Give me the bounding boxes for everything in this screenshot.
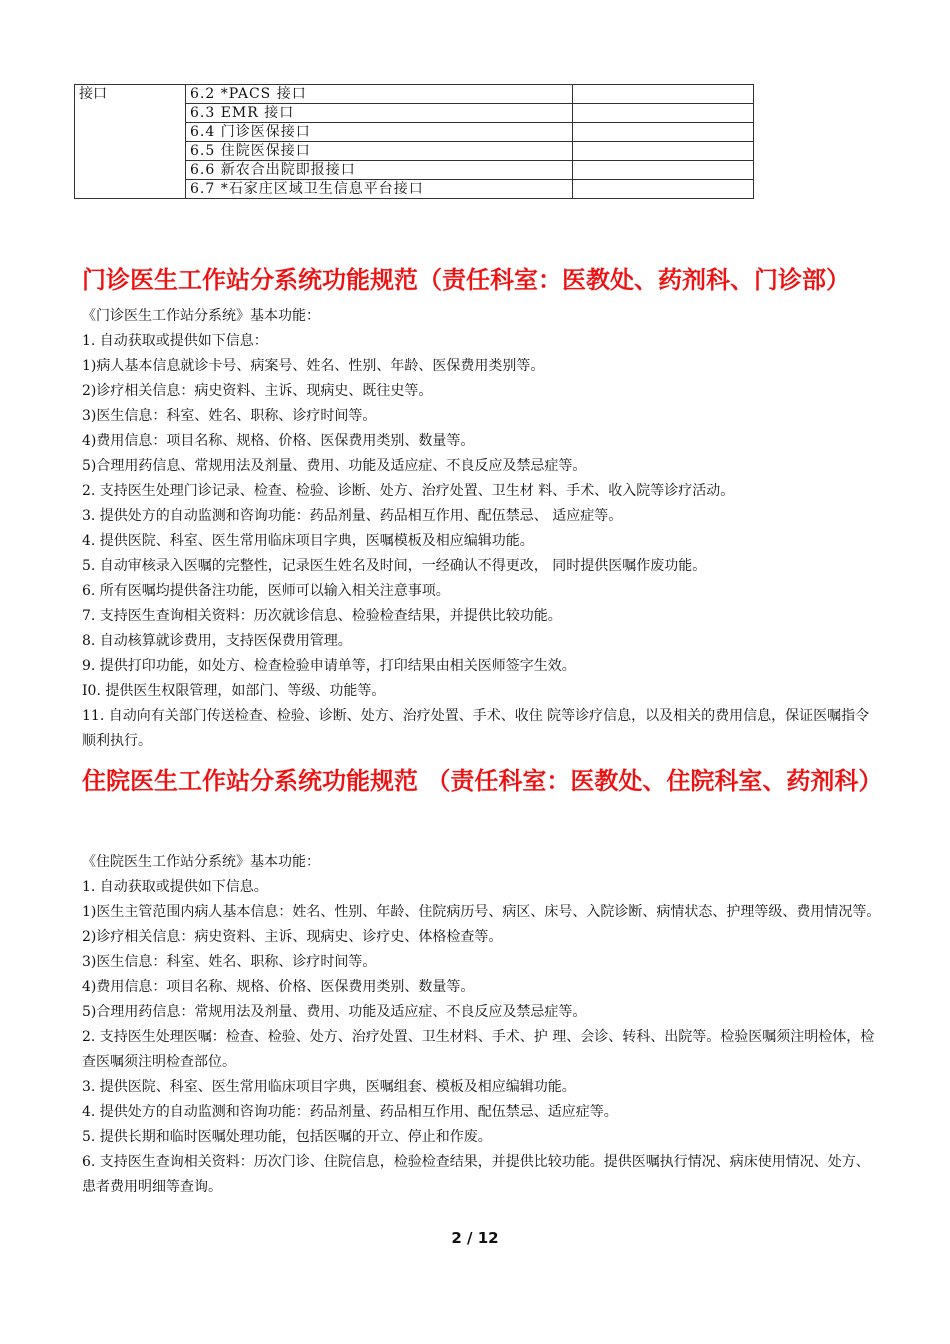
text-line: 3. 提供医院、科室、医生常用临床项目字典，医嘱组套、模板及相应编辑功能。 <box>82 1079 576 1095</box>
section-body-inpatient <box>82 850 882 1200</box>
empty-cell <box>573 180 754 199</box>
text-line: 7. 支持医生查询相关资料：历次就诊信息、检验检查结果，并提供比较功能。 <box>82 608 562 624</box>
text-line: 2. 支持医生处理医嘱：检查、检验、处方、治疗处置、卫生材料、手术、护 理、会诊、转科、出院等。检验医嘱须注明检体，检查医嘱须注明检查部位。 <box>82 1029 875 1070</box>
text-line: 《门诊医生工作站分系统》基本功能： <box>82 308 320 324</box>
empty-cell <box>573 85 754 104</box>
text-line: 1. 自动获取或提供如下信息： <box>82 333 268 349</box>
section-title-outpatient: 门诊医生工作站分系统功能规范（责任科室：医教处、药剂科、门诊部） <box>82 266 850 294</box>
section-title-inpatient: 住院医生工作站分系统功能规范 （责任科室：医教处、住院科室、药剂科） <box>82 767 883 795</box>
empty-cell <box>573 123 754 142</box>
text-line: 5)合理用药信息：常规用法及剂量、费用、功能及适应症、不良反应及禁忌症等。 <box>82 1004 587 1020</box>
interface-item-cell: 6.4 门诊医保接口 <box>186 123 573 142</box>
text-line: 2. 支持医生处理门诊记录、检查、检验、诊断、处方、治疗处置、卫生材 料、手术、收入院等诊疗活动。 <box>82 483 735 499</box>
text-line: 2)诊疗相关信息：病史资料、主诉、现病史、诊疗史、体格检查等。 <box>82 929 503 945</box>
interface-item-cell: 6.2 *PACS 接口 <box>186 85 573 104</box>
text-line: 4)费用信息：项目名称、规格、价格、医保费用类别、数量等。 <box>82 979 475 995</box>
text-line: 8. 自动核算就诊费用，支持医保费用管理。 <box>82 633 352 649</box>
text-line: 1. 自动获取或提供如下信息。 <box>82 879 268 895</box>
text-line: 5)合理用药信息、常规用法及剂量、费用、功能及适应症、不良反应及禁忌症等。 <box>82 458 587 474</box>
text-line: 《住院医生工作站分系统》基本功能： <box>82 854 320 870</box>
interface-item-cell: 6.5 住院医保接口 <box>186 142 573 161</box>
text-line: 1)医生主管范围内病人基本信息：姓名、性别、年龄、住院病历号、病区、床号、入院诊断、病情状态、护理等级、费用情况等。 <box>82 904 881 920</box>
text-line: 3)医生信息：科室、姓名、职称、诊疗时间等。 <box>82 954 377 970</box>
text-line: 1)病人基本信息就诊卡号、病案号、姓名、性别、年龄、医保费用类别等。 <box>82 358 545 374</box>
interface-item-cell: 6.6 新农合出院即报接口 <box>186 161 573 180</box>
empty-cell <box>573 142 754 161</box>
text-line: 4. 提供处方的自动监测和咨询功能：药品剂量、药品相互作用、配伍禁忌、适应症等。 <box>82 1104 618 1120</box>
interface-item-cell: 6.3 EMR 接口 <box>186 104 573 123</box>
text-line: 11. 自动向有关部门传送检查、检验、诊断、处方、治疗处置、手术、收住 院等诊疗信息，以及相关的费用信息，保证医嘱指令顺利执行。 <box>82 708 870 749</box>
section-body-outpatient <box>82 304 882 754</box>
empty-cell <box>573 161 754 180</box>
text-line: 3. 提供处方的自动监测和咨询功能：药品剂量、药品相互作用、配伍禁忌、 适应症等。 <box>82 508 623 524</box>
text-line: I0. 提供医生权限管理，如部门、等级、功能等。 <box>82 683 386 699</box>
table-row <box>75 85 754 104</box>
page-number: 2 / 12 <box>451 1229 499 1247</box>
text-line: 9. 提供打印功能，如处方、检查检验申请单等，打印结果由相关医师签字生效。 <box>82 658 576 674</box>
empty-cell <box>573 104 754 123</box>
text-line: 4)费用信息：项目名称、规格、价格、医保费用类别、数量等。 <box>82 433 475 449</box>
interface-table <box>74 84 754 199</box>
text-line: 4. 提供医院、科室、医生常用临床项目字典，医嘱模板及相应编辑功能。 <box>82 533 534 549</box>
interface-category-cell: 接口 <box>75 85 186 199</box>
text-line: 6. 所有医嘱均提供备注功能，医师可以输入相关注意事项。 <box>82 583 450 599</box>
interface-item-cell: 6.7 *石家庄区域卫生信息平台接口 <box>186 180 573 199</box>
text-line: 5. 自动审核录入医嘱的完整性，记录医生姓名及时间，一经确认不得更改， 同时提供医嘱作废功能。 <box>82 558 707 574</box>
text-line: 2)诊疗相关信息：病史资料、主诉、现病史、既往史等。 <box>82 383 433 399</box>
text-line: 6. 支持医生查询相关资料：历次门诊、住院信息，检验检查结果，并提供比较功能。提供医嘱执行情况、病床使用情况、处方、患者费用明细等查询。 <box>82 1154 870 1195</box>
text-line: 3)医生信息：科室、姓名、职称、诊疗时间等。 <box>82 408 377 424</box>
text-line: 5. 提供长期和临时医嘱处理功能，包括医嘱的开立、停止和作废。 <box>82 1129 492 1145</box>
